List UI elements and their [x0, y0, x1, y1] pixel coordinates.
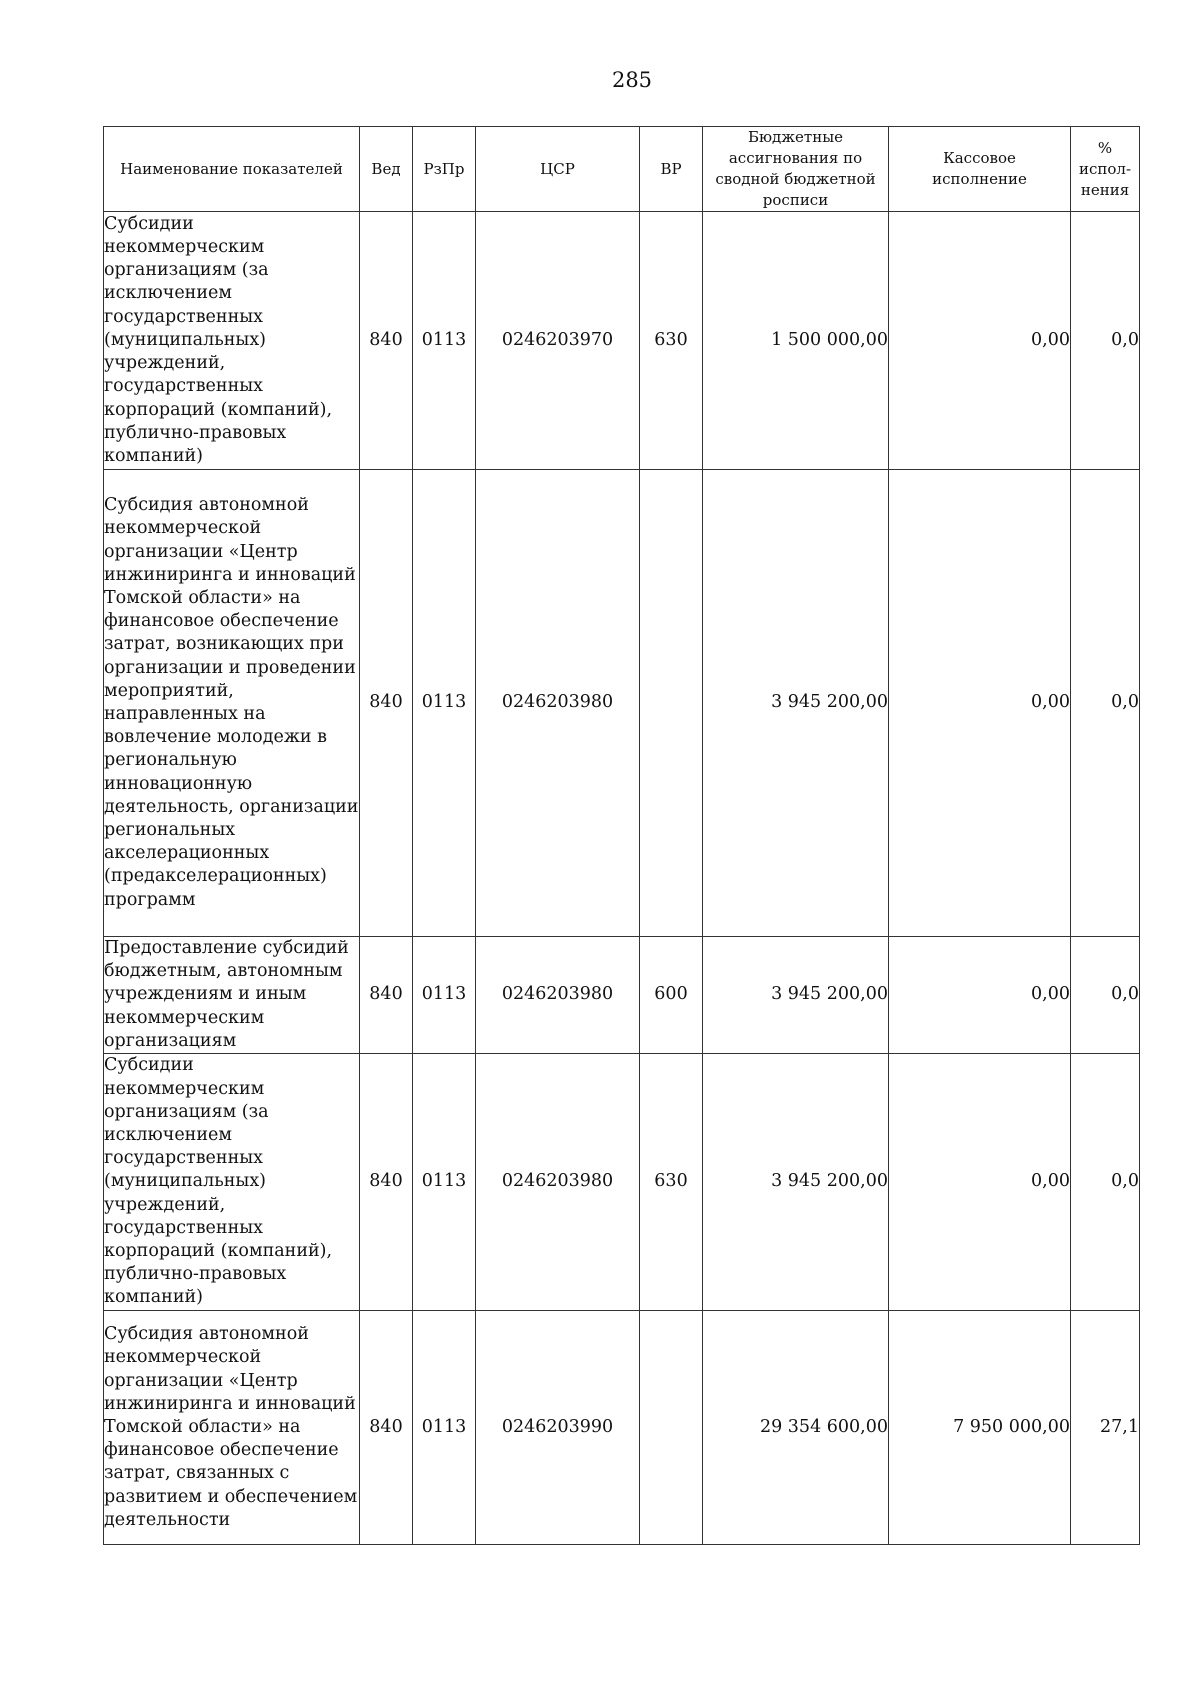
- table-row: [104, 937, 1140, 1054]
- table-row: [104, 212, 1140, 470]
- header-percent: % испол- нения: [1071, 127, 1140, 212]
- header-ved: Вед: [360, 127, 413, 212]
- header-cash: Кассовое исполнение: [889, 127, 1071, 212]
- header-allocations: Бюджетные ассигнования по сводной бюджетной росписи: [703, 127, 889, 212]
- table-row: [104, 1311, 1140, 1545]
- row-percent: 0,0: [1071, 1054, 1140, 1311]
- header-name: Наименование показателей: [104, 127, 360, 212]
- row-cash: 0,00: [889, 1054, 1071, 1311]
- budget-table: [103, 126, 1140, 1545]
- row-ved: 840: [360, 212, 413, 470]
- row-allocations: 29 354 600,00: [703, 1311, 889, 1545]
- row-cash: 0,00: [889, 212, 1071, 470]
- table-header-row: [104, 127, 1140, 212]
- row-percent: 27,1: [1071, 1311, 1140, 1545]
- row-allocations: 3 945 200,00: [703, 937, 889, 1054]
- row-allocations: 3 945 200,00: [703, 1054, 889, 1311]
- header-csr: ЦСР: [476, 127, 640, 212]
- row-vr: 600: [640, 937, 703, 1054]
- row-percent: 0,0: [1071, 470, 1140, 937]
- row-name: Субсидии некоммерческим организациям (за исключением государственных (муниципальных) учреждений, государственных корпораций (компаний), публично-правовых компаний): [104, 212, 360, 470]
- row-rzpr: 0113: [413, 470, 476, 937]
- row-csr: 0246203980: [476, 470, 640, 937]
- row-ved: 840: [360, 470, 413, 937]
- row-vr: [640, 470, 703, 937]
- table-row: [104, 1054, 1140, 1311]
- row-percent: 0,0: [1071, 937, 1140, 1054]
- row-allocations: 1 500 000,00: [703, 212, 889, 470]
- row-csr: 0246203980: [476, 1054, 640, 1311]
- row-percent: 0,0: [1071, 212, 1140, 470]
- page-number: 285: [611, 68, 653, 92]
- row-name: Субсидия автономной некоммерческой организации «Центр инжиниринга и инноваций Томской области» на финансовое обеспечение затрат, возникающих при организации и проведении мероприятий, направленных на вовлечение молодежи в региональную инновационную деятельность, организации региональных акселерационных (предакселерационных) программ: [104, 470, 360, 937]
- row-name: Субсидия автономной некоммерческой организации «Центр инжиниринга и инноваций Томской области» на финансовое обеспечение затрат, связанных с развитием и обеспечением деятельности: [104, 1311, 360, 1545]
- row-rzpr: 0113: [413, 1311, 476, 1545]
- row-vr: 630: [640, 212, 703, 470]
- row-cash: 0,00: [889, 937, 1071, 1054]
- row-vr: 630: [640, 1054, 703, 1311]
- row-cash: 7 950 000,00: [889, 1311, 1071, 1545]
- table-row: [104, 470, 1140, 937]
- row-cash: 0,00: [889, 470, 1071, 937]
- row-allocations: 3 945 200,00: [703, 470, 889, 937]
- row-ved: 840: [360, 1054, 413, 1311]
- row-rzpr: 0113: [413, 212, 476, 470]
- row-name: Предоставление субсидий бюджетным, автономным учреждениям и иным некоммерческим организациям: [104, 937, 360, 1054]
- row-csr: 0246203970: [476, 212, 640, 470]
- row-rzpr: 0113: [413, 1054, 476, 1311]
- row-rzpr: 0113: [413, 937, 476, 1054]
- row-name: Субсидии некоммерческим организациям (за исключением государственных (муниципальных) учреждений, государственных корпораций (компаний), публично-правовых компаний): [104, 1054, 360, 1311]
- row-ved: 840: [360, 937, 413, 1054]
- row-csr: 0246203990: [476, 1311, 640, 1545]
- row-vr: [640, 1311, 703, 1545]
- header-vr: ВР: [640, 127, 703, 212]
- header-rzpr: РзПр: [413, 127, 476, 212]
- row-csr: 0246203980: [476, 937, 640, 1054]
- row-ved: 840: [360, 1311, 413, 1545]
